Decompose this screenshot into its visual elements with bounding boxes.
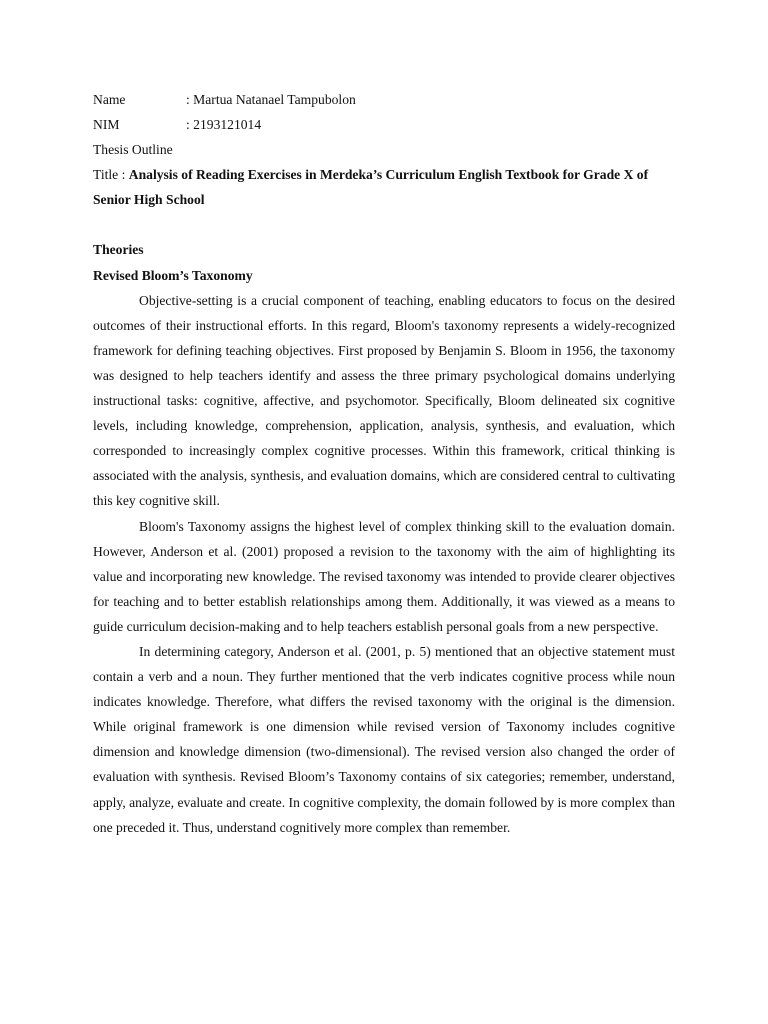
section-subheading: Revised Bloom’s Taxonomy [93,267,253,283]
document-type: Thesis Outline [93,142,173,158]
thesis-title [93,162,675,212]
title-text: Analysis of Reading Exercises in Merdeka’s Curriculum English Textbook for Grade X of Senior High School [93,167,649,208]
paragraph-3: In determining category, Anderson et al. (2001, p. 5) mentioned that an objective statement must contain a verb and a noun. They further mentioned that the verb indicates cognitive process while noun indicates knowledge. Therefore, what differs the revised taxonomy with the original is the dimension. While original framework is one dimension while revised version of Taxonomy includes cognitive dimension and knowledge dimension (two-dimensional). The revised version also changed the order of evaluation with synthesis. Revised Bloom’s Taxonomy contains of six categories; remember, understand, apply, analyze, evaluate and create. In cognitive complexity, the domain followed by is more complex than one preceded it. Thus, understand cognitively more complex than remember. [93,643,675,835]
nim-row [93,112,675,137]
paragraph-2: Bloom's Taxonomy assigns the highest level of complex thinking skill to the evaluation domain. However, Anderson et al. (2001) proposed a revision to the taxonomy with the aim of highlighting its value and incorporating new knowledge. The revised taxonomy was intended to provide clearer objectives for teaching and to better establish relationships among them. Additionally, it was viewed as a means to guide curriculum decision-making and to help teachers establish personal goals from a new perspective. [93,518,675,634]
name-label: Name [93,92,126,107]
name-value: : Martua Natanael Tampubolon [186,92,356,107]
nim-label: NIM [93,117,120,133]
document-body [93,87,675,840]
name-row [93,87,675,112]
nim-value: : 2193121014 [186,117,262,133]
paragraph-1: Objective-setting is a crucial component of teaching, enabling educators to focus on the desired outcomes of their instructional efforts. In this regard, Bloom's taxonomy represents a widely-recognized framework for defining teaching objectives. First proposed by Benjamin S. Bloom in 1956, the taxonomy was designed to help teachers identify and assess the three primary psychological domains underlying instructional tasks: cognitive, affective, and psychomotor. Specifically, Bloom delineated six cognitive levels, including knowledge, comprehension, application, analysis, synthesis, and evaluation, which corresponded to increasingly complex cognitive processes. Within this framework, critical thinking is associated with the analysis, synthesis, and evaluation domains, which are considered central to cultivating this key cognitive skill. [93,292,675,509]
title-prefix: Title : [93,167,129,183]
spacer [93,212,675,237]
section-heading: Theories [93,242,144,258]
